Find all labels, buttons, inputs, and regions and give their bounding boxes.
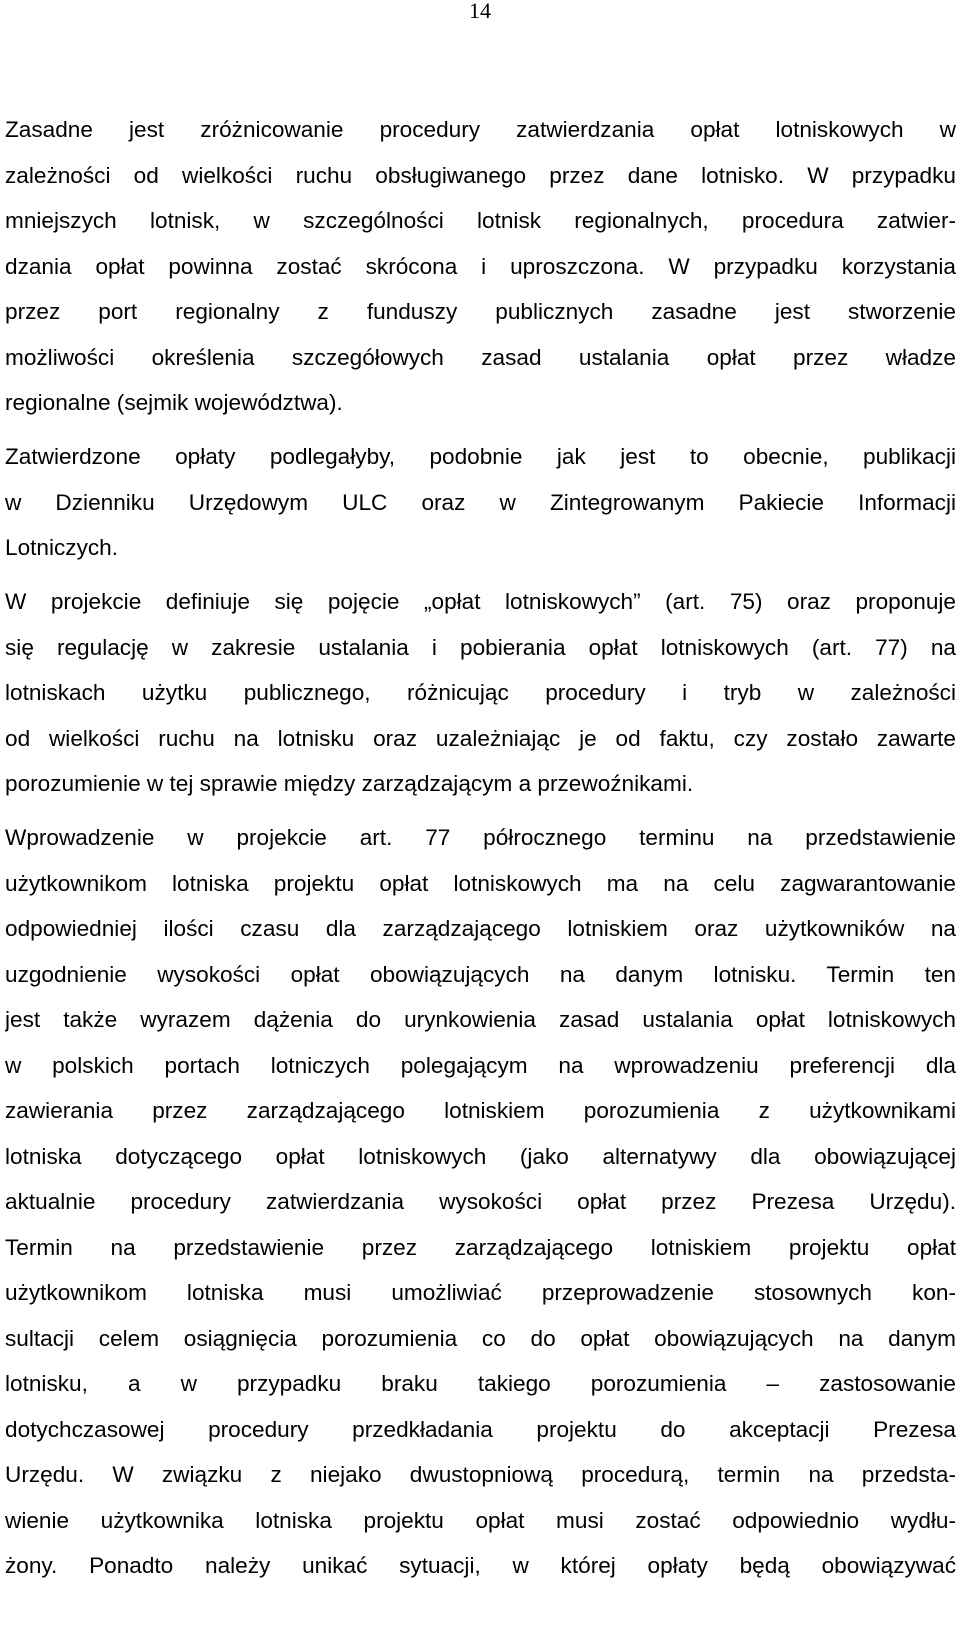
- text-line: w polskich portach lotniczych polegającym na wprowadzeniu preferencji dla: [5, 1052, 956, 1078]
- text-line: się regulację w zakresie ustalania i pobierania opłat lotniskowych (art. 77) na: [5, 634, 956, 660]
- text-line: użytkownikom lotniska musi umożliwiać przeprowadzenie stosownych kon-: [5, 1280, 956, 1305]
- text-line: Termin na przedstawienie przez zarządzającego lotniskiem projektu opłat: [5, 1234, 956, 1260]
- text-line: lotniska dotyczącego opłat lotniskowych (jako alternatywy dla obowiązującej: [5, 1143, 956, 1169]
- text-line: Zatwierdzone opłaty podlegałyby, podobnie jak jest to obecnie, publikacji: [5, 444, 956, 469]
- paragraph-article-77: [5, 815, 956, 1589]
- text-line: od wielkości ruchu na lotnisku oraz uzależniając je od faktu, czy zostało zawarte: [5, 725, 956, 751]
- paragraph-airport-fees-definition: [5, 579, 956, 807]
- page-number: 14: [469, 0, 491, 23]
- text-line: mniejszych lotnisk, w szczególności lotnisk regionalnych, procedura zatwier-: [5, 208, 956, 233]
- text-line: regionalne (sejmik województwa).: [5, 390, 343, 415]
- text-line: lotniskach użytku publicznego, różnicując procedury i tryb w zależności: [5, 680, 956, 705]
- text-line: dzania opłat powinna zostać skrócona i uproszczona. W przypadku korzystania: [5, 253, 956, 279]
- text-line: jest także wyrazem dążenia do urynkowienia zasad ustalania opłat lotniskowych: [5, 1007, 956, 1032]
- paragraph-gap: [5, 426, 956, 435]
- text-line: użytkownikom lotniska projektu opłat lotniskowych ma na celu zagwarantowanie: [5, 870, 956, 896]
- text-line: porozumienie w tej sprawie między zarządzającym a przewoźnikami.: [5, 771, 694, 796]
- text-line: W projekcie definiuje się pojęcie „opłat lotniskowych” (art. 75) oraz proponuje: [5, 589, 956, 614]
- text-line: Zasadne jest zróżnicowanie procedury zatwierdzania opłat lotniskowych w: [5, 117, 956, 142]
- text-line: uzgodnienie wysokości opłat obowiązujących na danym lotnisku. Termin ten: [5, 961, 956, 987]
- text-line: Wprowadzenie w projekcie art. 77 półrocznego terminu na przedstawienie: [5, 825, 956, 850]
- text-line: przez port regionalny z funduszy publicznych zasadne jest stworzenie: [5, 299, 956, 324]
- text-line: w Dzienniku Urzędowym ULC oraz w Zintegrowanym Pakiecie Informacji: [5, 489, 956, 515]
- text-line: możliwości określenia szczegółowych zasad ustalania opłat przez władze: [5, 344, 956, 370]
- document-body: [5, 107, 956, 1589]
- text-line: Urzędu. W związku z niejako dwustopniową procedurą, termin na przedsta-: [5, 1462, 956, 1487]
- text-line: dotychczasowej procedury przedkładania projektu do akceptacji Prezesa: [5, 1416, 956, 1442]
- text-line: sultacji celem osiągnięcia porozumienia co do opłat obowiązujących na danym: [5, 1325, 956, 1351]
- text-line: Lotniczych.: [5, 535, 119, 560]
- text-line: zależności od wielkości ruchu obsługiwanego przez dane lotnisko. W przypadku: [5, 162, 956, 188]
- text-line: aktualnie procedury zatwierdzania wysokości opłat przez Prezesa Urzędu).: [5, 1189, 956, 1214]
- text-line: odpowiedniej ilości czasu dla zarządzającego lotniskiem oraz użytkowników na: [5, 916, 956, 941]
- paragraph-fee-approval-procedure: [5, 107, 956, 426]
- paragraph-gap: [5, 571, 956, 580]
- paragraph-publication: [5, 434, 956, 571]
- text-line: żony. Ponadto należy unikać sytuacji, w której opłaty będą obowiązywać: [5, 1553, 956, 1578]
- text-line: wienie użytkownika lotniska projektu opłat musi zostać odpowiednio wydłu-: [5, 1507, 956, 1533]
- text-line: zawierania przez zarządzającego lotniskiem porozumienia z użytkownikami: [5, 1098, 956, 1123]
- paragraph-gap: [5, 807, 956, 816]
- text-line: lotnisku, a w przypadku braku takiego porozumienia – zastosowanie: [5, 1371, 956, 1396]
